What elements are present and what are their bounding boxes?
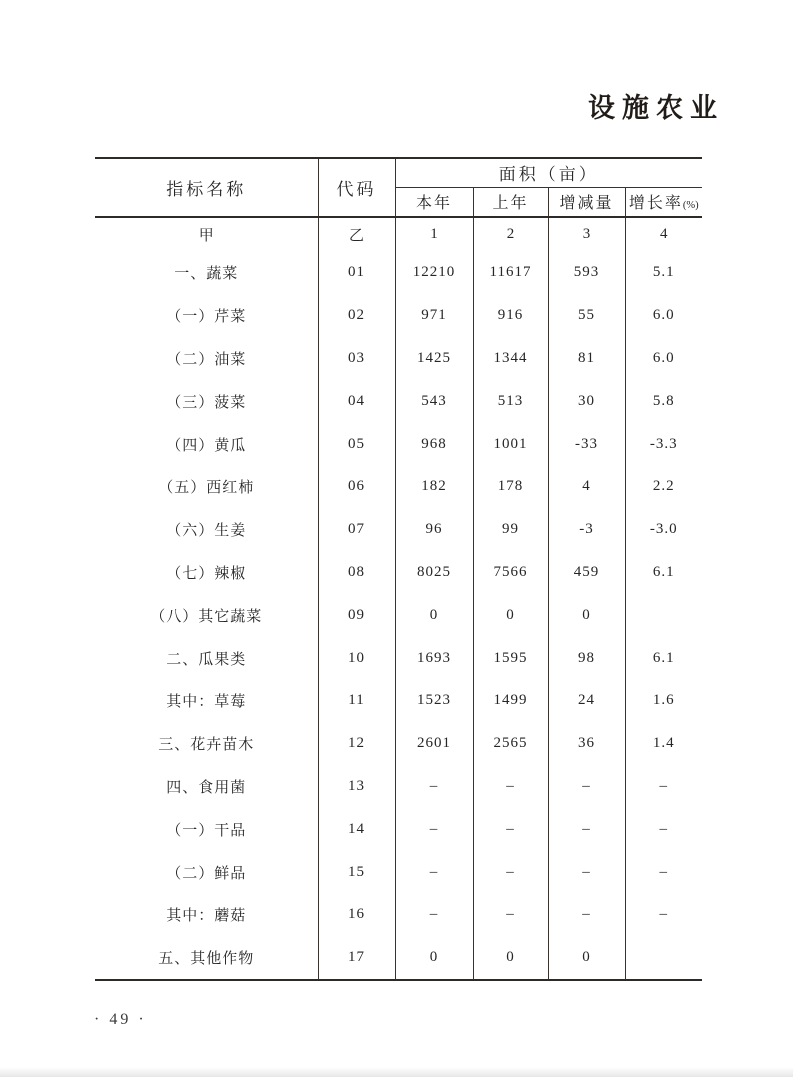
code-cell: 07 — [318, 508, 395, 551]
table-row — [95, 808, 702, 851]
code-cell: 01 — [318, 252, 395, 295]
last-year-cell: – — [473, 765, 548, 808]
change-cell: 593 — [548, 252, 625, 295]
last-year-cell: 11617 — [473, 252, 548, 295]
last-year-cell: 99 — [473, 508, 548, 551]
indicator-name-cell: （四）黄瓜 — [95, 423, 318, 466]
table-row — [95, 465, 702, 508]
change-cell: – — [548, 893, 625, 936]
growth-rate-cell: 5.1 — [652, 264, 675, 281]
indicator-name-cell: 五、其他作物 — [95, 936, 318, 980]
indicator-name-cell: （六）生姜 — [95, 508, 318, 551]
last-year-cell: 1344 — [473, 337, 548, 380]
growth-rate-cell: 1.4 — [652, 735, 675, 752]
change-cell: 24 — [548, 679, 625, 722]
indicator-name-cell: 二、瓜果类 — [95, 637, 318, 680]
indicator-name-cell: （二）鲜品 — [95, 851, 318, 894]
col-header-indicator: 指标名称 — [95, 158, 318, 217]
code-cell: 17 — [318, 936, 395, 980]
last-year-cell: – — [473, 893, 548, 936]
code-cell: 15 — [318, 851, 395, 894]
change-cell: – — [548, 808, 625, 851]
code-cell: 08 — [318, 551, 395, 594]
change-cell: -3 — [548, 508, 625, 551]
table-row — [95, 679, 702, 722]
growth-rate-cell: 6.1 — [652, 563, 675, 580]
change-cell: 459 — [548, 551, 625, 594]
this-year-cell: 1693 — [395, 637, 473, 680]
page-title: 设施农业 — [588, 93, 724, 123]
code-cell: 16 — [318, 893, 395, 936]
code-cell: 02 — [318, 294, 395, 337]
this-year-cell: – — [395, 765, 473, 808]
growth-rate-cell: -3.3 — [649, 435, 678, 452]
code-cell: 03 — [318, 337, 395, 380]
indicator-name-cell: （七）辣椒 — [95, 551, 318, 594]
table-row — [95, 765, 702, 808]
this-year-cell: 8025 — [395, 551, 473, 594]
change-cell: 55 — [548, 294, 625, 337]
page-number: · 49 · — [94, 1011, 147, 1028]
table-row — [95, 851, 702, 894]
last-year-cell: 0 — [473, 936, 548, 980]
growth-rate-cell: 2.2 — [652, 478, 675, 495]
code-cell: 04 — [318, 380, 395, 423]
col-header-area-group: 面积（亩） — [395, 158, 702, 187]
table-row — [95, 423, 702, 466]
change-cell: 4 — [548, 465, 625, 508]
this-year-cell: – — [395, 851, 473, 894]
last-year-cell: 1499 — [473, 679, 548, 722]
this-year-cell: 182 — [395, 465, 473, 508]
table-row — [95, 252, 702, 295]
col-header-growth-rate — [625, 187, 702, 217]
last-year-cell: 7566 — [473, 551, 548, 594]
code-cell: 10 — [318, 637, 395, 680]
code-cell: 12 — [318, 722, 395, 765]
last-year-cell: 513 — [473, 380, 548, 423]
table-row — [95, 594, 702, 637]
growth-rate-cell: 1.6 — [652, 692, 675, 709]
table-row — [95, 637, 702, 680]
this-year-cell: 2601 — [395, 722, 473, 765]
growth-rate-cell: 6.0 — [652, 349, 675, 366]
growth-rate-unit: (%) — [682, 200, 699, 211]
key-cell-1: 1 — [395, 217, 473, 252]
growth-rate-cell: 6.1 — [652, 649, 675, 666]
key-cell-code: 乙 — [318, 217, 395, 252]
this-year-cell: 968 — [395, 423, 473, 466]
code-cell: 09 — [318, 594, 395, 637]
indicator-name-cell: （三）菠菜 — [95, 380, 318, 423]
growth-rate-cell — [625, 936, 702, 980]
this-year-cell: 971 — [395, 294, 473, 337]
key-cell-4: 4 — [660, 226, 668, 242]
table-row — [95, 508, 702, 551]
change-cell: 98 — [548, 637, 625, 680]
code-cell: 13 — [318, 765, 395, 808]
table-row — [95, 893, 702, 936]
change-cell: -33 — [548, 423, 625, 466]
last-year-cell: – — [473, 808, 548, 851]
growth-rate-cell: – — [659, 820, 668, 837]
column-key-row — [95, 217, 702, 252]
indicator-name-cell: （五）西红柿 — [95, 465, 318, 508]
growth-rate-cell: – — [659, 777, 668, 794]
page-bottom-shadow — [0, 1067, 793, 1077]
indicator-name-cell: 三、花卉苗木 — [95, 722, 318, 765]
indicator-name-cell: 其中：蘑菇 — [95, 893, 318, 936]
last-year-cell: – — [473, 851, 548, 894]
this-year-cell: 1425 — [395, 337, 473, 380]
indicator-name-cell: （一）干品 — [95, 808, 318, 851]
col-header-this-year: 本年 — [395, 187, 473, 217]
col-header-change: 增减量 — [548, 187, 625, 217]
table-row — [95, 551, 702, 594]
change-cell: 0 — [548, 936, 625, 980]
indicator-name-cell: 其中：草莓 — [95, 679, 318, 722]
table-row — [95, 936, 702, 980]
this-year-cell: 12210 — [395, 252, 473, 295]
last-year-cell: 0 — [473, 594, 548, 637]
indicator-name-cell: （二）油菜 — [95, 337, 318, 380]
last-year-cell: 916 — [473, 294, 548, 337]
indicator-name-cell: （一）芹菜 — [95, 294, 318, 337]
this-year-cell: 0 — [395, 594, 473, 637]
indicator-name-cell: 一、蔬菜 — [95, 252, 318, 295]
growth-rate-cell: 6.0 — [652, 307, 675, 324]
code-cell: 06 — [318, 465, 395, 508]
table-row — [95, 722, 702, 765]
table-row — [95, 380, 702, 423]
change-cell: 0 — [548, 594, 625, 637]
code-cell: 11 — [318, 679, 395, 722]
key-cell-indicator: 甲 — [95, 217, 318, 252]
table-row — [95, 294, 702, 337]
growth-rate-cell — [625, 594, 702, 637]
indicator-name-cell: 四、食用菌 — [95, 765, 318, 808]
change-cell: – — [548, 851, 625, 894]
indicator-name-cell: （八）其它蔬菜 — [95, 594, 318, 637]
code-cell: 05 — [318, 423, 395, 466]
col-header-code: 代码 — [318, 158, 395, 217]
growth-rate-cell: -3.0 — [649, 521, 678, 538]
code-cell: 14 — [318, 808, 395, 851]
change-cell: 30 — [548, 380, 625, 423]
change-cell: 36 — [548, 722, 625, 765]
change-cell: 81 — [548, 337, 625, 380]
growth-rate-cell: – — [659, 906, 668, 923]
growth-rate-label: 增长率 — [628, 195, 683, 212]
growth-rate-cell: 5.8 — [652, 392, 675, 409]
key-cell-3: 3 — [548, 217, 625, 252]
area-statistics-table — [95, 157, 702, 981]
last-year-cell: 1595 — [473, 637, 548, 680]
this-year-cell: 543 — [395, 380, 473, 423]
this-year-cell: 96 — [395, 508, 473, 551]
this-year-cell: 1523 — [395, 679, 473, 722]
last-year-cell: 178 — [473, 465, 548, 508]
this-year-cell: 0 — [395, 936, 473, 980]
last-year-cell: 2565 — [473, 722, 548, 765]
change-cell: – — [548, 765, 625, 808]
table-row — [95, 337, 702, 380]
key-cell-2: 2 — [473, 217, 548, 252]
this-year-cell: – — [395, 808, 473, 851]
last-year-cell: 1001 — [473, 423, 548, 466]
col-header-last-year: 上年 — [473, 187, 548, 217]
this-year-cell: – — [395, 893, 473, 936]
growth-rate-cell: – — [659, 863, 668, 880]
header-row-group — [95, 158, 702, 187]
